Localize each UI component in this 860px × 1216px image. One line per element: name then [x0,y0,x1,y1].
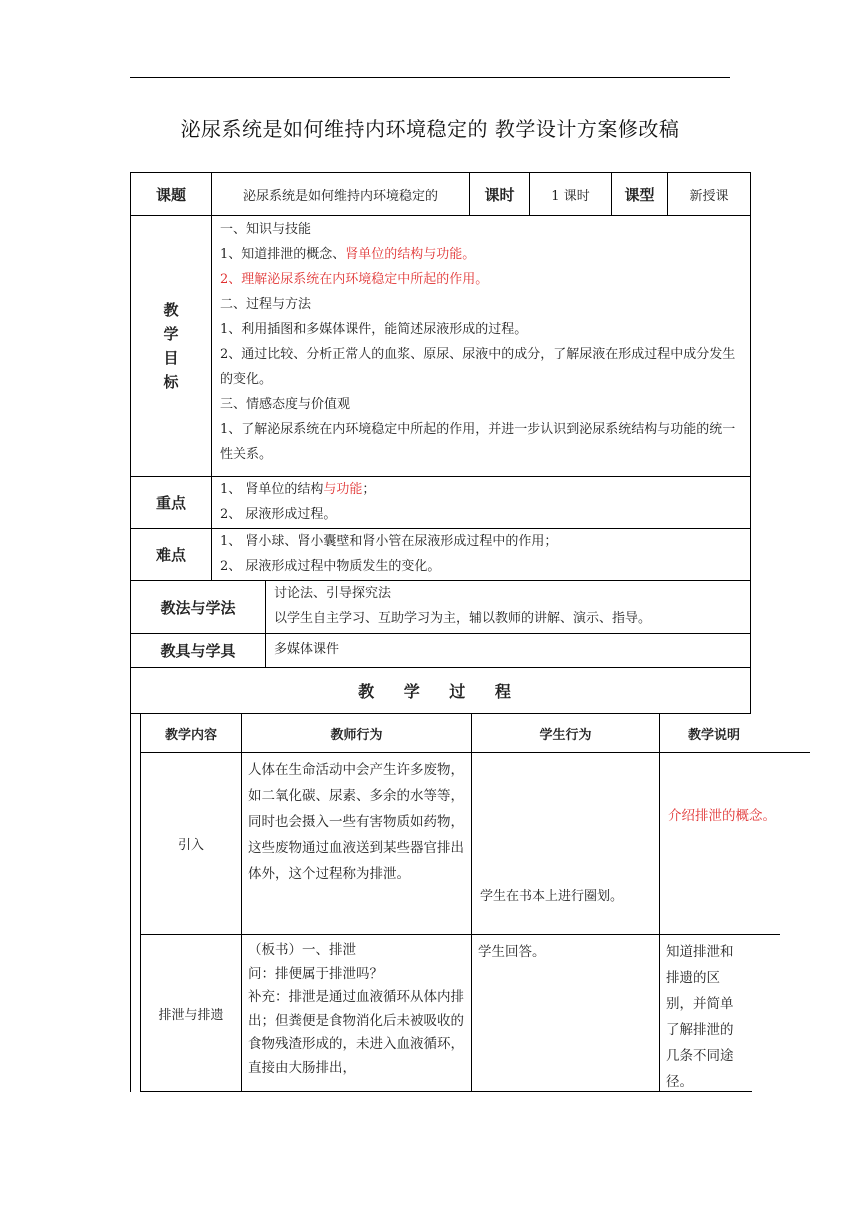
tools-value: 多媒体课件 [266,634,751,668]
process-row-teacher: 人体在生命活动中会产生许多废物，如二氧化碳、尿素、多余的水等等，同时也会摄入一些有害物质如药物，这些废物通过血液送到某些器官排出体外，这个过程称为排泄。 [242,753,472,935]
process-row-content: 引入 [141,753,242,935]
difficulties-content [212,529,751,581]
key-point-item [220,477,745,502]
objective-item: 1、利用插图和多媒体课件，能简述尿液形成的过程。 [220,322,528,337]
process-row-note: 知道排泄和排遗的区别，并简单了解排泄的几条不同途径。 [660,935,752,1092]
process-header-teacher: 教师行为 [242,714,472,753]
process-table [140,714,776,1092]
objectives-label-char: 教 [163,301,179,319]
method-item: 以学生自主学习、互助学习为主，辅以教师的讲解、演示、指导。 [274,611,652,626]
objective-item: 2、理解泌尿系统在内环境稳定中所起的作用。 [220,272,489,287]
hours-label: 课时 [470,172,530,216]
process-header-note: 教学说明 [660,714,810,753]
hours-value: 1 课时 [530,172,612,216]
key-points-label: 重点 [131,477,212,529]
objectives-label [131,216,212,477]
type-label: 课型 [612,172,668,216]
objective-item: 2、通过比较、分析正常人的血浆、原尿、尿液中的成分，了解尿液在形成过程中成分发生的变化。 [220,347,736,387]
objectives-label-char: 目 [163,349,179,367]
difficulty-item: 2、 尿液形成过程中物质发生的变化。 [220,559,441,574]
objectives-content [212,216,751,477]
difficulties-label: 难点 [131,529,212,581]
objectives-label-char: 标 [163,373,179,391]
process-row-note: 介绍排泄的概念。 [660,753,780,935]
methods-content [266,581,751,634]
objective-heading: 三、情感态度与价值观 [220,397,351,412]
objectives-label-char: 学 [163,325,179,343]
objective-heading: 二、过程与方法 [220,297,312,312]
type-value: 新授课 [668,172,751,216]
key-points-content [212,477,751,529]
tools-label: 教具与学具 [131,634,266,668]
methods-label: 教法与学法 [131,581,266,634]
process-row-student [472,753,660,935]
process-row-content: 排泄与排遗 [141,935,242,1092]
topic-value: 泌尿系统是如何维持内环境稳定的 [212,172,470,216]
key-point-text: 1、 肾单位的结构 [220,482,324,497]
objective-item [220,242,745,267]
key-point-item: 2、 尿液形成过程。 [220,507,337,522]
lesson-plan-table [130,172,776,1092]
process-row-student: 学生回答。 [472,935,660,1092]
difficulty-item: 1、 肾小球、肾小囊壁和肾小管在尿液形成过程中的作用； [220,534,558,549]
process-row-teacher: （板书）一、排泄 问：排便属于排泄吗？ 补充：排泄是通过血液循环从体内排出；但粪便是食物消化后未被吸收的食物残渣形成的，未进入血液循环，直接由大肠排出， [242,935,472,1092]
method-item: 讨论法、引导探究法 [274,586,392,601]
key-point-highlight: 与功能 [323,482,363,497]
key-point-punct: ； [362,482,376,497]
process-header-content: 教学内容 [141,714,242,753]
header-rule [130,77,730,78]
process-row-student-text: 学生在书本上进行圈划。 [480,889,624,904]
objective-heading: 一、知识与技能 [220,222,312,237]
process-heading: 教 学 过 程 [131,668,751,714]
page-title: 泌尿系统是如何维持内环境稳定的 教学设计方案修改稿 [180,117,680,141]
process-header-student: 学生行为 [472,714,660,753]
objective-text: 1、知道排泄的概念、 [220,247,346,262]
objective-highlight: 肾单位的结构与功能。 [345,247,476,262]
objective-item: 1、了解泌尿系统在内环境稳定中所起的作用，并进一步认识到泌尿系统结构与功能的统一性关系。 [220,422,736,462]
topic-label: 课题 [131,172,212,216]
